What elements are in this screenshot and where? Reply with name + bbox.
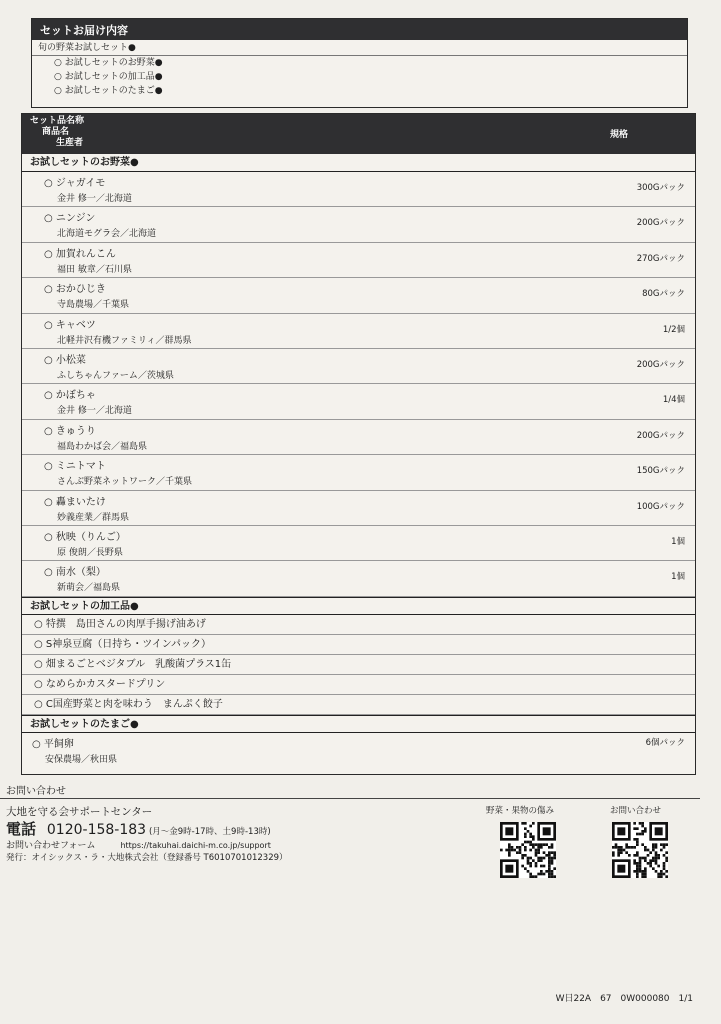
phone-number: 0120-158-183 — [46, 822, 147, 838]
spec: 200Gパック — [636, 430, 685, 441]
product-name: ○ 加賀れんこん — [44, 248, 116, 260]
delivery-contents-box — [31, 18, 688, 108]
product-row — [22, 420, 695, 455]
product-name: ○ 平飼卵 — [32, 738, 74, 750]
subset-label: お試しセットのたまご● — [64, 86, 163, 96]
footer-divider — [0, 798, 700, 799]
spec: 1個 — [671, 536, 685, 547]
header-product: 商品名 — [42, 127, 70, 137]
inquiry-title: お問い合わせ — [6, 786, 66, 797]
subset-label: お試しセットの加工品● — [64, 72, 163, 82]
form-line — [6, 838, 271, 851]
product-name-text: おかひじき — [55, 284, 106, 296]
product-name-text: S神泉豆腐（日持ち・ツインパック） — [45, 638, 212, 650]
egg-item — [22, 733, 695, 768]
form-label: お問い合わせフォーム — [6, 841, 96, 851]
product-row — [22, 243, 695, 278]
product-row — [22, 278, 695, 313]
product-name-text: ミニトマト — [55, 461, 106, 473]
producer: さんぶ野菜ネットワーク／千葉県 — [57, 477, 193, 488]
producer: 福島わかば会／福島県 — [57, 441, 148, 452]
producer: ふしちゃんファーム／茨城県 — [57, 370, 174, 381]
product-name: ○ 轟まいたけ — [44, 496, 106, 508]
producer: 妙義産業／群馬県 — [57, 512, 130, 523]
publisher: 発行：オイシックス・ラ・大地株式会社（登録番号 T6010701012329） — [6, 853, 288, 863]
processed-row: ○ S神泉豆腐（日持ち・ツインパック） — [22, 635, 695, 655]
product-name-text: 平飼卵 — [43, 738, 74, 750]
set-name — [32, 40, 687, 56]
spec: 200Gパック — [636, 359, 685, 370]
product-name: ○ ジャガイモ — [44, 178, 106, 189]
processed-row: ○ なめらかカスタードプリン — [22, 675, 695, 695]
header-producer: 生産者 — [56, 138, 84, 148]
vegetable-list — [22, 172, 695, 597]
spec: 200Gパック — [636, 218, 685, 229]
producer: 福田 敏章／石川県 — [57, 264, 132, 275]
product-row — [22, 207, 695, 242]
document-code: W日22A 67 0W000080 1/1 — [555, 994, 693, 1004]
qr-code-damage-icon[interactable] — [500, 822, 556, 878]
spec: 100Gパック — [636, 501, 685, 512]
qr2-label: お問い合わせ — [610, 806, 662, 816]
product-name: ○ 小松菜 — [44, 354, 86, 366]
phone-hours: (月～金9時-17時、土9時-13時) — [148, 827, 271, 837]
subset-label: お試しセットのお野菜● — [64, 58, 163, 68]
product-name: ○ きゅうり — [44, 425, 96, 437]
processed-row: ○ C国産野菜と肉を味わう まんぷく餃子 — [22, 695, 695, 715]
spec: 270Gパック — [636, 253, 685, 264]
producer: 金井 修一／北海道 — [57, 406, 132, 417]
phone-label: 電話 — [6, 820, 37, 838]
product-name: ○ 南水（梨） — [44, 567, 106, 579]
spec: 80Gパック — [642, 289, 685, 300]
subset-row: ○ お試しセットのたまご● — [54, 86, 163, 96]
phone-line — [6, 818, 271, 839]
product-name-text: きゅうり — [55, 425, 96, 437]
producer: 北海道モグラ会／北海道 — [57, 229, 157, 240]
header-spec: 規格 — [610, 130, 629, 140]
product-row — [22, 314, 695, 349]
product-row — [22, 455, 695, 490]
product-name-text: ニンジン — [55, 213, 96, 225]
product-row — [22, 526, 695, 561]
product-name: ○ ニンジン — [44, 213, 96, 225]
product-name-text: C国産野菜と肉を味わう まんぷく餃子 — [45, 698, 223, 710]
qr1-label: 野菜・果物の傷み — [486, 806, 555, 816]
product-name-text: 特撰 島田さんの肉厚手揚げ油あげ — [45, 618, 206, 630]
product-name: ○ 秋映（りんご） — [44, 531, 126, 543]
items-table — [21, 113, 696, 775]
spec: 300Gパック — [636, 183, 685, 193]
producer: 北軽井沢有機ファミリィ／群馬県 — [57, 335, 192, 346]
product-name-text: 秋映（りんご） — [55, 531, 126, 543]
product-name-text: 南水（梨） — [55, 567, 106, 579]
spec: 1/2個 — [662, 324, 685, 335]
form-url[interactable]: https://takuhai.daichi-m.co.jp/support — [120, 841, 271, 850]
section-processed: お試しセットの加工品● — [22, 597, 695, 615]
qr-code-inquiry-icon[interactable] — [612, 822, 668, 878]
product-row — [22, 491, 695, 526]
product-row — [22, 561, 695, 596]
product-name-text: キャベツ — [55, 319, 96, 331]
processed-row: ○ 特撰 島田さんの肉厚手揚げ油あげ — [22, 615, 695, 635]
product-row — [22, 384, 695, 419]
processed-row: ○ 畑まるごとベジタブル 乳酸菌プラス1缶 — [22, 655, 695, 675]
subset-row: ○ お試しセットのお野菜● — [54, 58, 163, 68]
producer: 新萌会／福島県 — [57, 583, 121, 594]
product-name-text: なめらかカスタードプリン — [45, 678, 166, 690]
product-name-text: ジャガイモ — [55, 178, 106, 189]
product-name-text: 加賀れんこん — [55, 248, 116, 260]
product-name: ○ かぼちゃ — [44, 390, 96, 402]
spec: 6個パック — [645, 737, 685, 748]
product-name: ○ ミニトマト — [44, 461, 106, 473]
product-name-text: 小松菜 — [55, 354, 86, 366]
producer: 安保農場／秋田県 — [45, 754, 118, 765]
product-name-text: かぼちゃ — [55, 390, 96, 402]
product-name: ○ キャベツ — [44, 319, 96, 331]
spec: 150Gパック — [636, 466, 685, 477]
set-name-text: 旬の野菜お試しセット● — [38, 43, 136, 53]
product-name-text: 轟まいたけ — [55, 496, 106, 508]
section-vegetables: お試しセットのお野菜● — [22, 154, 695, 172]
product-name-text: 畑まるごとベジタブル 乳酸菌プラス1缶 — [45, 658, 232, 670]
header-set-item: セット品名称 — [30, 116, 85, 126]
section-eggs: お試しセットのたまご● — [22, 715, 695, 733]
product-name: ○ おかひじき — [44, 284, 106, 296]
delivery-title: セットお届け内容 — [32, 19, 687, 40]
spec: 1個 — [671, 572, 685, 583]
support-center: 大地を守る会サポートセンター — [6, 806, 153, 818]
spec: 1/4個 — [662, 395, 685, 406]
producer: 原 俊朗／長野県 — [57, 547, 123, 558]
producer: 金井 修一／北海道 — [57, 194, 132, 204]
product-row — [22, 172, 695, 207]
processed-list — [22, 615, 695, 715]
product-row — [22, 349, 695, 384]
subset-row: ○ お試しセットの加工品● — [54, 72, 163, 82]
items-header — [22, 114, 695, 154]
producer: 寺島農場／千葉県 — [57, 300, 130, 311]
